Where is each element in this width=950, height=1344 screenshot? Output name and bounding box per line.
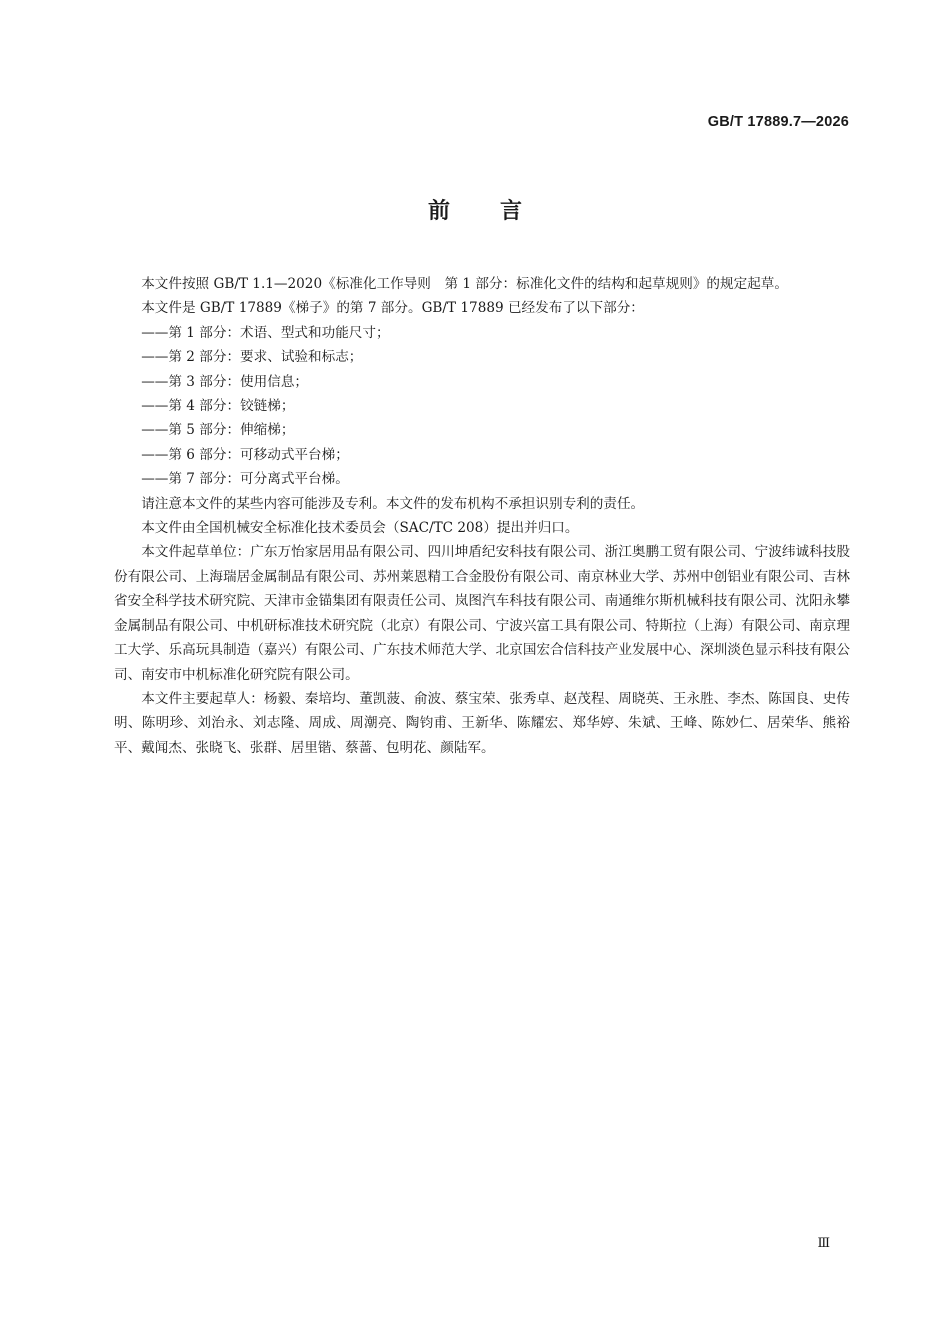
page-title bbox=[0, 194, 950, 225]
drafters-paragraph: 本文件主要起草人：杨毅、秦培均、董凯菠、俞波、蔡宝荣、张秀卓、赵茂程、周晓英、王永胜、李杰、陈国良、史传明、陈明珍、刘治永、刘志隆、周成、周潮亮、陶钧甫、王新华、陈耀宏、郑华婷、朱斌、王峰、陈妙仁、居荣华、熊裕平、戴闻杰、张晓飞、张群、居里锴、蔡蔷、包明花、颜陆军。 bbox=[114, 690, 850, 756]
title-char-1: 前 bbox=[427, 199, 450, 224]
page-number: Ⅲ bbox=[817, 1236, 830, 1251]
foreword-body bbox=[114, 272, 850, 760]
list-item-part-3: ——第 3 部分：使用信息； bbox=[141, 373, 309, 390]
part-intro-paragraph: 本文件是 GB/T 17889《梯子》的第 7 部分。GB/T 17889 已经发布了以下部分： bbox=[141, 300, 644, 317]
drafting-units-paragraph: 本文件起草单位：广东万怡家居用品有限公司、四川坤盾纪安科技有限公司、浙江奥鹏工贸有限公司、宁波纬诚科技股份有限公司、上海瑞居金属制品有限公司、苏州莱恩精工合金股份有限公司、南京林业大学、苏州中创铝业有限公司、吉林省安全科学技术研究院、天津市金锚集团有限责任公司、岚图汽车科技有限公司、南通维尔斯机械科技有限公司、沈阳永攀金属制品有限公司、中机研标准技术研究院（北京）有限公司、宁波兴富工具有限公司、特斯拉（上海）有限公司、南京理工大学、乐高玩具制造（嘉兴）有限公司、广东技术师范大学、北京国宏合信科技产业发展中心、深圳淡色显示科技有限公司、南安市中机标准化研究院有限公司。 bbox=[114, 544, 850, 683]
drafting-rules-paragraph: 本文件按照 GB/T 1.1—2020《标准化工作导则 第 1 部分：标准化文件的结构和起草规则》的规定起草。 bbox=[141, 276, 788, 292]
list-item-part-2: ——第 2 部分：要求、试验和标志； bbox=[141, 349, 363, 366]
standard-code-header: GB/T 17889.7—2026 bbox=[707, 114, 849, 130]
list-item-part-1: ——第 1 部分：术语、型式和功能尺寸； bbox=[141, 324, 390, 341]
list-item-part-6: ——第 6 部分：可移动式平台梯； bbox=[141, 446, 349, 463]
patent-notice-paragraph: 请注意本文件的某些内容可能涉及专利。本文件的发布机构不承担识别专利的责任。 bbox=[141, 495, 645, 512]
list-item-part-4: ——第 4 部分：铰链梯； bbox=[141, 398, 295, 415]
title-char-2: 言 bbox=[500, 199, 523, 224]
committee-paragraph: 本文件由全国机械安全标准化技术委员会（SAC/TC 208）提出并归口。 bbox=[141, 520, 579, 537]
list-item-part-5: ——第 5 部分：伸缩梯； bbox=[141, 422, 295, 439]
list-item-part-7: ——第 7 部分：可分离式平台梯。 bbox=[141, 471, 349, 488]
